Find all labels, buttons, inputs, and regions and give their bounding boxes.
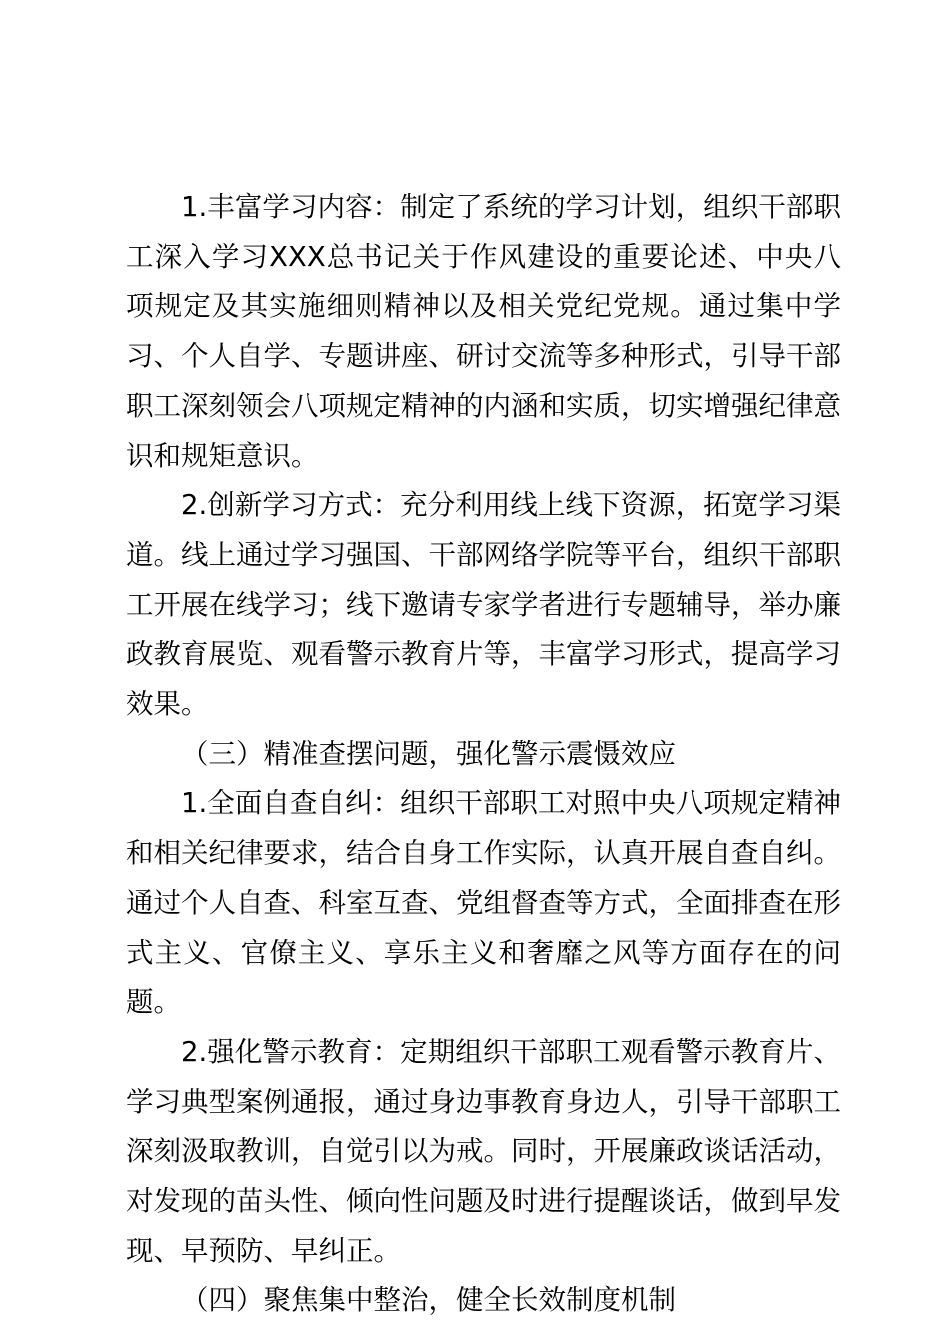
- section-heading-4: （四）聚焦集中整治，健全长效制度机制: [181, 1284, 676, 1317]
- paragraph-study-method: 2.创新学习方式：充分利用线上线下资源，拓宽学习渠道。线上通过学习强国、干部网络学院等平台，组织干部职工开展在线学习；线下邀请专家学者进行专题辅导，举办廉政教育展览、观看警示教育片等，丰富学习形式，提高学习效果。: [126, 489, 841, 721]
- paragraph-warning-education: 2.强化警示教育：定期组织干部职工观看警示教育片、学习典型案例通报，通过身边事教育身边人，引导干部职工深刻汲取教训，自觉引以为戒。同时，开展廉政谈话活动，对发现的苗头性、倾向性问题及时进行提醒谈话，做到早发现、早预防、早纠正。: [126, 1035, 841, 1267]
- section-heading-3: （三）精准查摆问题，强化警示震慑效应: [181, 737, 676, 770]
- document-body: [126, 183, 841, 1326]
- paragraph-study-content: 1.丰富学习内容：制定了系统的学习计划，组织干部职工深入学习XXX总书记关于作风建设的重要论述、中央八项规定及其实施细则精神以及相关党纪党规。通过集中学习、个人自学、专题讲座、研讨交流等多种形式，引导干部职工深刻领会八项规定精神的内涵和实质，切实增强纪律意识和规矩意识。: [126, 191, 841, 472]
- paragraph-self-inspection: 1.全面自查自纠：组织干部职工对照中央八项规定精神和相关纪律要求，结合自身工作实际，认真开展自查自纠。通过个人自查、科室互查、党组督查等方式，全面排查在形式主义、官僚主义、享乐主义和奢靡之风等方面存在的问题。: [126, 787, 841, 1019]
